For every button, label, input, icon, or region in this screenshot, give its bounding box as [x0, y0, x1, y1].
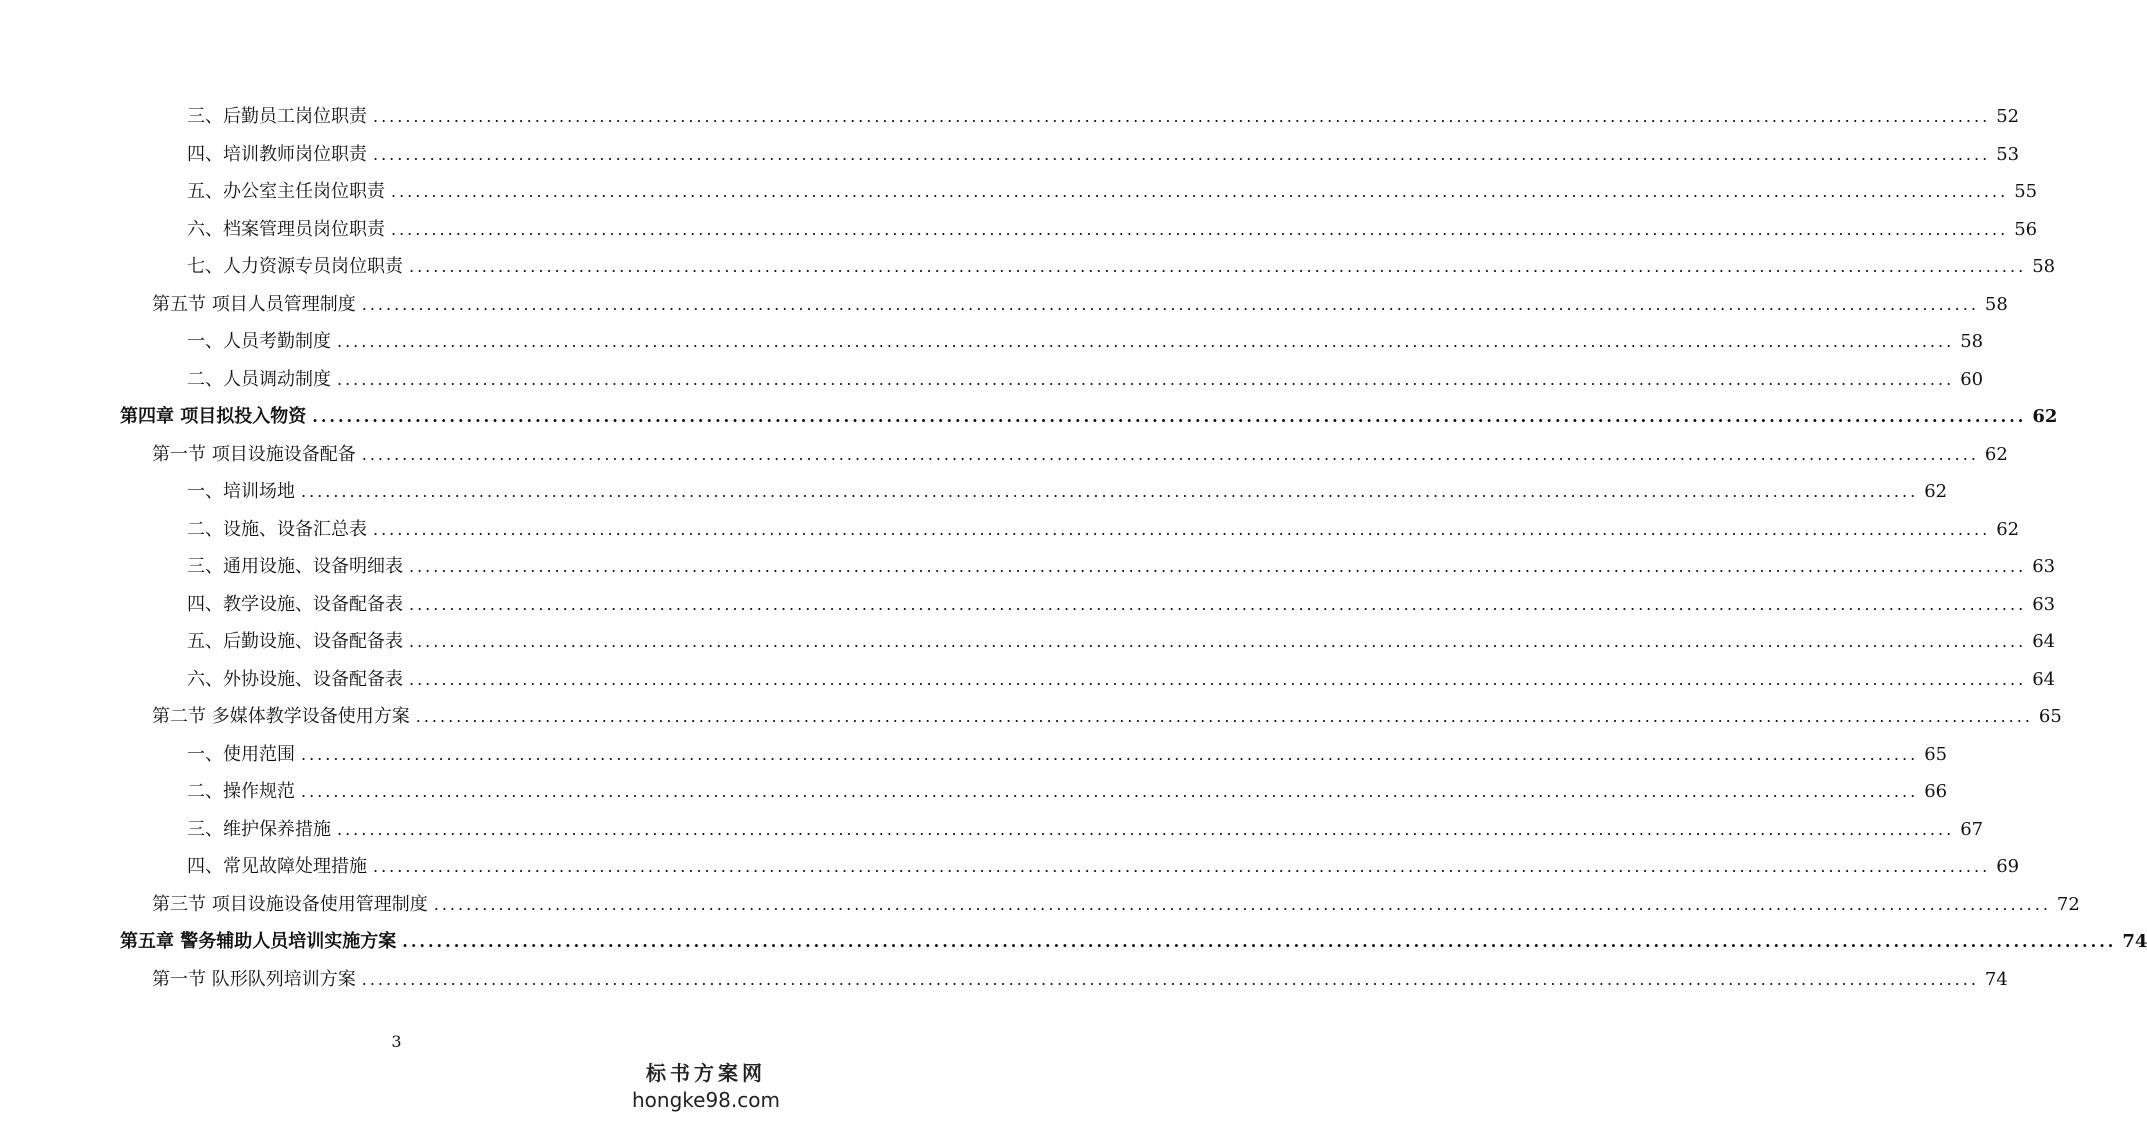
toc-entry-label: 第五节 项目人员管理制度	[152, 293, 356, 315]
toc-entry-label: 三、维护保养措施	[187, 818, 331, 840]
toc-entry	[187, 138, 2020, 168]
toc-entry	[187, 663, 2056, 693]
toc-dot-leader: ........................................................................................................................................................................................................	[391, 219, 2009, 239]
toc-entry	[187, 738, 1948, 768]
toc-dot-leader: ........................................................................................................................................................................................................	[337, 332, 1955, 351]
toc-entry-page: 64	[2032, 631, 2056, 652]
toc-entry	[187, 175, 2038, 205]
toc-entry	[187, 813, 1984, 843]
toc-entry-label: 第五章 警务辅助人员培训实施方案	[120, 931, 397, 952]
toc-entry-label: 第一节 队形队列培训方案	[152, 968, 356, 990]
toc-dot-leader: ........................................................................................................................................................................................................	[433, 894, 2051, 914]
toc-entry-page: 58	[1984, 293, 2008, 315]
toc-dot-leader: ........................................................................................................................................................................................................	[373, 144, 1991, 164]
toc-dot-leader: ........................................................................................................................................................................................................	[409, 669, 2027, 689]
toc-entry-label: 五、后勤设施、设备配备表	[187, 631, 403, 652]
toc-entry	[187, 550, 2056, 580]
toc-entry-label: 一、人员考勤制度	[187, 331, 331, 352]
toc-entry-page: 65	[2038, 706, 2062, 727]
toc-entry	[120, 925, 2147, 955]
toc-entry-label: 三、后勤员工岗位职责	[187, 106, 367, 127]
toc-entry-label: 一、培训场地	[187, 481, 295, 502]
toc-entry-page: 62	[1984, 443, 2008, 465]
toc-entry-page: 74	[2122, 931, 2147, 952]
toc-entry	[187, 325, 1984, 355]
toc-dot-leader: ........................................................................................................................................................................................................	[391, 182, 2009, 201]
toc-entry-page: 52	[1996, 106, 2020, 127]
toc-entry-page: 55	[2014, 181, 2038, 202]
toc-entry	[120, 400, 2058, 430]
toc-dot-leader: ........................................................................................................................................................................................................	[409, 557, 2027, 576]
toc-entry-page: 63	[2032, 593, 2056, 615]
toc-entry-label: 二、设施、设备汇总表	[187, 518, 367, 540]
toc-dot-leader: ........................................................................................................................................................................................................	[312, 407, 2027, 426]
toc-entry-page: 60	[1960, 368, 1984, 390]
site-watermark	[631, 1057, 781, 1112]
toc-dot-leader: ........................................................................................................................................................................................................	[409, 594, 2027, 614]
page-number: 3	[391, 1032, 402, 1051]
toc-entry-label: 二、人员调动制度	[187, 368, 331, 390]
toc-entry-page: 67	[1960, 818, 1984, 840]
toc-dot-leader: ........................................................................................................................................................................................................	[373, 519, 1991, 539]
toc-entry	[187, 625, 2056, 655]
toc-entry	[152, 438, 2008, 468]
toc-entry-page: 62	[1996, 518, 2020, 540]
toc-entry-label: 第一节 项目设施设备配备	[152, 443, 356, 465]
toc-entry-page: 58	[1960, 331, 1984, 352]
toc-entry-page: 58	[2032, 256, 2056, 277]
toc-dot-leader: ........................................................................................................................................................................................................	[301, 744, 1919, 764]
toc-entry	[152, 963, 2008, 993]
toc-entry-page: 69	[1996, 856, 2020, 877]
toc-entry-label: 二、操作规范	[187, 781, 295, 802]
toc-entry-label: 四、常见故障处理措施	[187, 856, 367, 877]
toc-entry-page: 56	[2014, 218, 2038, 240]
toc-entry-page: 64	[2032, 668, 2056, 690]
toc-entry-label: 五、办公室主任岗位职责	[187, 181, 385, 202]
toc-entry-label: 一、使用范围	[187, 743, 295, 765]
toc-dot-leader: ........................................................................................................................................................................................................	[402, 932, 2117, 951]
toc-entry	[187, 850, 2020, 880]
toc-entry-label: 三、通用设施、设备明细表	[187, 556, 403, 577]
toc-dot-leader: ........................................................................................................................................................................................................	[337, 369, 1955, 389]
toc-dot-leader: ........................................................................................................................................................................................................	[409, 257, 2027, 276]
toc-entry	[187, 588, 2056, 618]
toc-dot-leader: ........................................................................................................................................................................................................	[361, 294, 1979, 314]
toc-entry-label: 第四章 项目拟投入物资	[120, 406, 307, 427]
watermark-url-text: hongke98.com	[632, 1088, 780, 1112]
toc-entry	[152, 288, 2008, 318]
toc-dot-leader: ........................................................................................................................................................................................................	[373, 107, 1991, 126]
toc-entry	[152, 888, 2080, 918]
toc-entry-page: 74	[1984, 968, 2008, 990]
watermark-chinese-text: 标书方案网	[646, 1061, 766, 1085]
toc-entry-page: 63	[2032, 556, 2056, 577]
toc-dot-leader: ........................................................................................................................................................................................................	[373, 857, 1991, 876]
toc-entry-label: 第三节 项目设施设备使用管理制度	[152, 893, 428, 915]
toc-entry-label: 四、教学设施、设备配备表	[187, 593, 403, 615]
toc-entry-label: 四、培训教师岗位职责	[187, 143, 367, 165]
toc-entry-page: 62	[2032, 406, 2058, 427]
toc-entry-label: 七、人力资源专员岗位职责	[187, 256, 403, 277]
toc-entry-page: 53	[1996, 143, 2020, 165]
toc-dot-leader: ........................................................................................................................................................................................................	[337, 819, 1955, 839]
toc-entry-page: 65	[1924, 743, 1948, 765]
toc-entry-page: 72	[2056, 893, 2080, 915]
toc-entry	[187, 775, 1948, 805]
toc-entry	[187, 213, 2038, 243]
toc-dot-leader: ........................................................................................................................................................................................................	[301, 482, 1919, 501]
toc-dot-leader: ........................................................................................................................................................................................................	[301, 782, 1919, 801]
toc-entry	[187, 100, 2020, 130]
toc-dot-leader: ........................................................................................................................................................................................................	[409, 632, 2027, 651]
toc-entry-label: 第二节 多媒体教学设备使用方案	[152, 706, 410, 727]
toc-entry	[187, 513, 2020, 543]
toc-entry	[187, 250, 2056, 280]
toc-entry	[187, 363, 1984, 393]
toc-entry-label: 六、外协设施、设备配备表	[187, 668, 403, 690]
toc-entry	[187, 475, 1948, 505]
toc-entry-label: 六、档案管理员岗位职责	[187, 218, 385, 240]
toc-dot-leader: ........................................................................................................................................................................................................	[415, 707, 2033, 726]
toc-entry	[152, 700, 2062, 730]
toc-entry-page: 66	[1924, 781, 1948, 802]
toc-dot-leader: ........................................................................................................................................................................................................	[361, 444, 1979, 464]
toc-entry-page: 62	[1924, 481, 1948, 502]
toc-dot-leader: ........................................................................................................................................................................................................	[361, 969, 1979, 989]
